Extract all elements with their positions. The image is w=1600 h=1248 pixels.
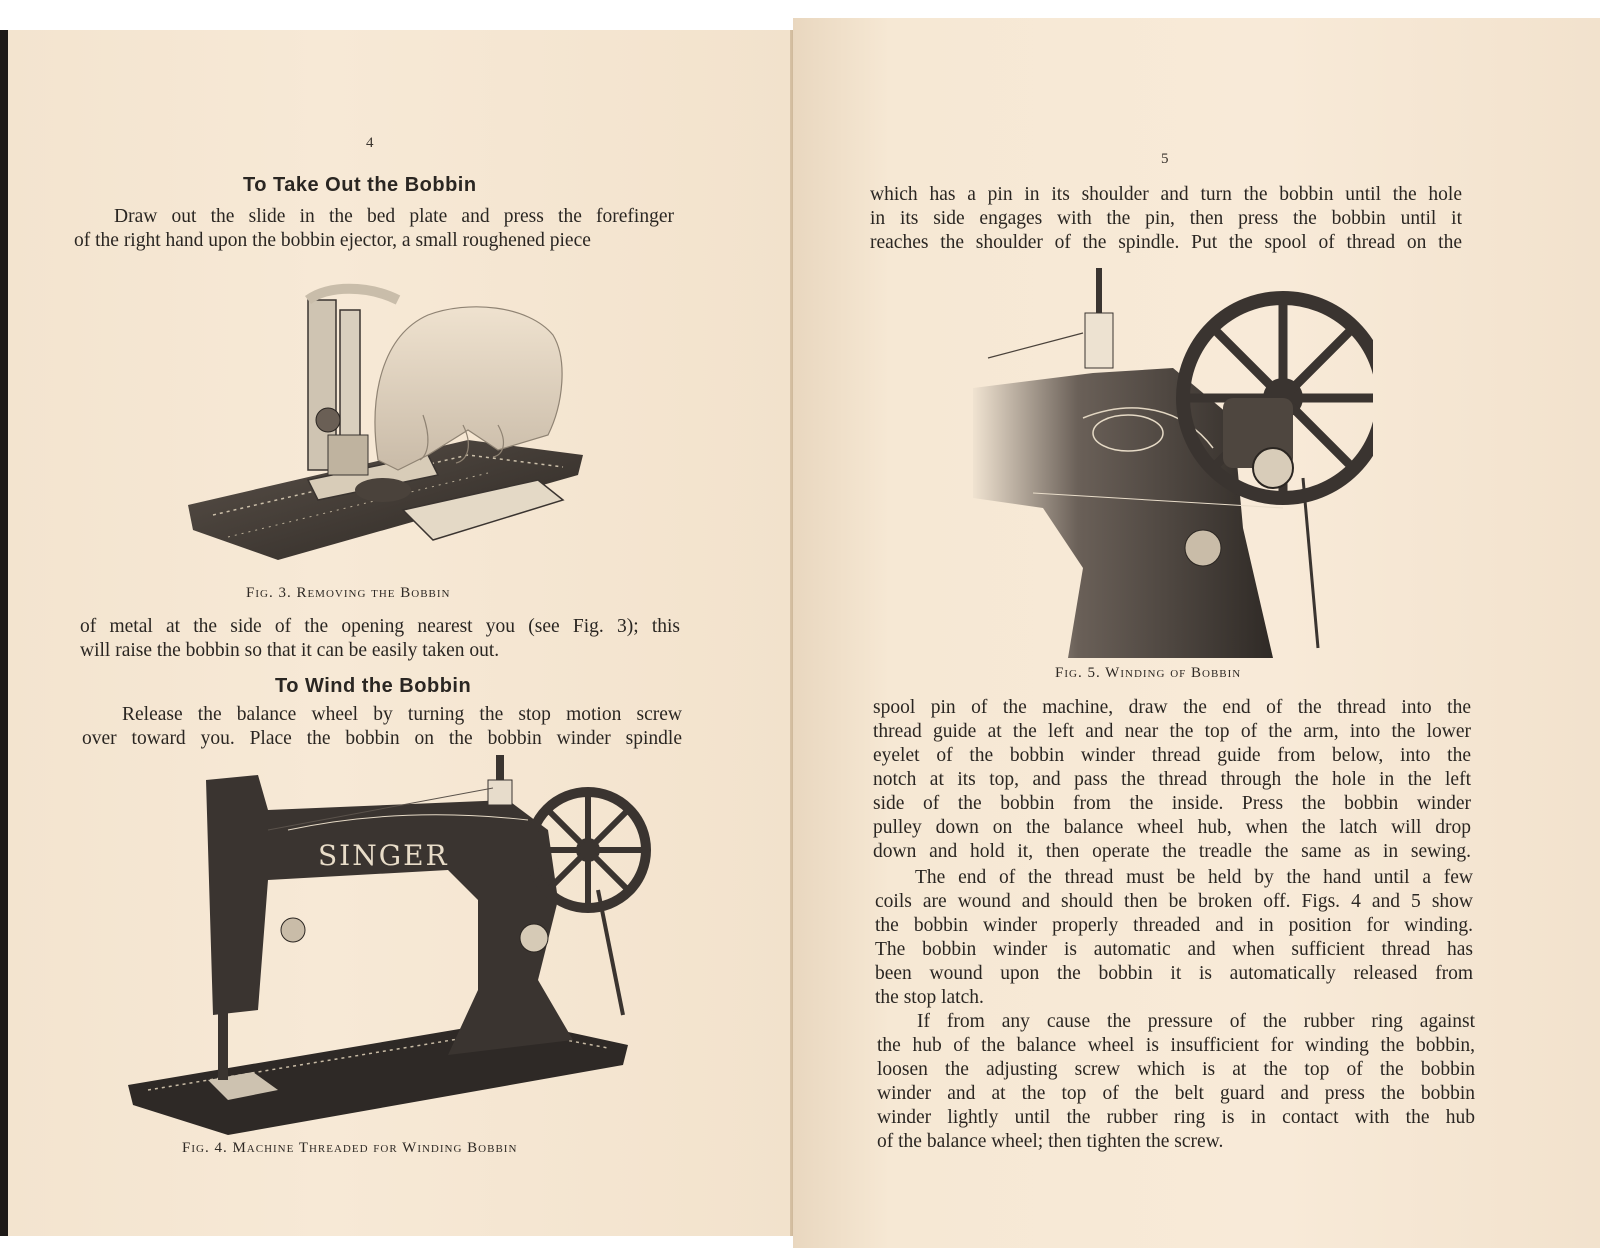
text-line: Draw out the slide in the bed plate and press the forefinger <box>114 206 674 227</box>
text-line: side of the bobbin from the inside. Press the bobbin winder <box>873 793 1471 814</box>
paragraph-take-out-bobbin <box>74 205 674 253</box>
page-number: 4 <box>366 135 374 151</box>
text-line: The bobbin winder is automatic and when sufficient thread has <box>875 939 1473 960</box>
text-line: notch at its top, and pass the thread through the hole in the left <box>873 769 1471 790</box>
text-line: Release the balance wheel by turning the stop motion screw <box>122 704 682 725</box>
figure-3-removing-bobbin <box>168 275 588 565</box>
text-line: down and hold it, then operate the treadle the same as in sewing. <box>873 841 1471 862</box>
paragraph-take-out-bobbin-continued <box>80 615 680 663</box>
text-line: winder and at the top of the belt guard and press the bobbin <box>877 1083 1475 1104</box>
paragraph-wind-bobbin <box>82 703 682 751</box>
text-line: of the balance wheel; then tighten the screw. <box>877 1131 1224 1152</box>
text-line: spool pin of the machine, draw the end of the thread into the <box>873 697 1471 718</box>
text-line: loosen the adjusting screw which is at the top of the bobbin <box>877 1059 1475 1080</box>
text-line: The end of the thread must be held by the hand until a few <box>915 867 1473 888</box>
text-line: the stop latch. <box>875 987 984 1008</box>
section-heading-take-out-bobbin: To Take Out the Bobbin <box>243 174 477 196</box>
paragraph-bobbin-winder-automatic <box>875 866 1473 1010</box>
text-line: in its side engages with the pin, then press the bobbin until it <box>870 208 1462 229</box>
text-line: coils are wound and should then be broken off. Figs. 4 and 5 show <box>875 891 1473 912</box>
section-heading-wind-bobbin: To Wind the Bobbin <box>275 675 472 697</box>
text-line: will raise the bobbin so that it can be easily taken out. <box>80 640 500 661</box>
text-line: eyelet of the bobbin winder thread guide from below, into the <box>873 745 1471 766</box>
text-line: reaches the shoulder of the spindle. Put the spool of thread on the <box>870 232 1462 253</box>
text-line: over toward you. Place the bobbin on the bobbin winder spindle <box>82 728 682 749</box>
text-line: the hub of the balance wheel is insufficient for winding the bobbin, <box>877 1035 1475 1056</box>
singer-brand-text: SINGER <box>318 839 449 872</box>
text-line: the bobbin winder properly threaded and in position for winding. <box>875 915 1473 936</box>
paragraph-wind-bobbin-continued <box>870 183 1462 255</box>
figure-3-caption: Fig. 3. Removing the Bobbin <box>246 585 451 601</box>
paragraph-rubber-ring-adjustment <box>877 1010 1475 1154</box>
text-line: which has a pin in its shoulder and turn the bobbin until the hole <box>870 184 1462 205</box>
figure-4-machine-threaded <box>118 750 653 1140</box>
text-line: If from any cause the pressure of the rubber ring against <box>917 1011 1475 1032</box>
figure-5-winding-bobbin <box>973 268 1373 658</box>
text-line: thread guide at the left and near the top of the arm, into the lower <box>873 721 1471 742</box>
figure-5-caption: Fig. 5. Winding of Bobbin <box>1055 665 1242 681</box>
text-line: pulley down on the balance wheel hub, when the latch will drop <box>873 817 1471 838</box>
text-line: winder lightly until the rubber ring is in contact with the hub <box>877 1107 1475 1128</box>
page-number: 5 <box>1161 151 1169 167</box>
left-page <box>8 30 803 1236</box>
text-line: of metal at the side of the opening nearest you (see Fig. 3); this <box>80 616 680 637</box>
figure-4-caption: Fig. 4. Machine Threaded for Winding Bobbin <box>182 1140 518 1156</box>
open-booklet <box>0 30 1600 1236</box>
paragraph-threading-instructions <box>873 696 1471 864</box>
text-line: been wound upon the bobbin it is automatically released from <box>875 963 1473 984</box>
text-line: of the right hand upon the bobbin ejector, a small roughened piece <box>74 230 591 251</box>
right-page <box>793 18 1600 1248</box>
